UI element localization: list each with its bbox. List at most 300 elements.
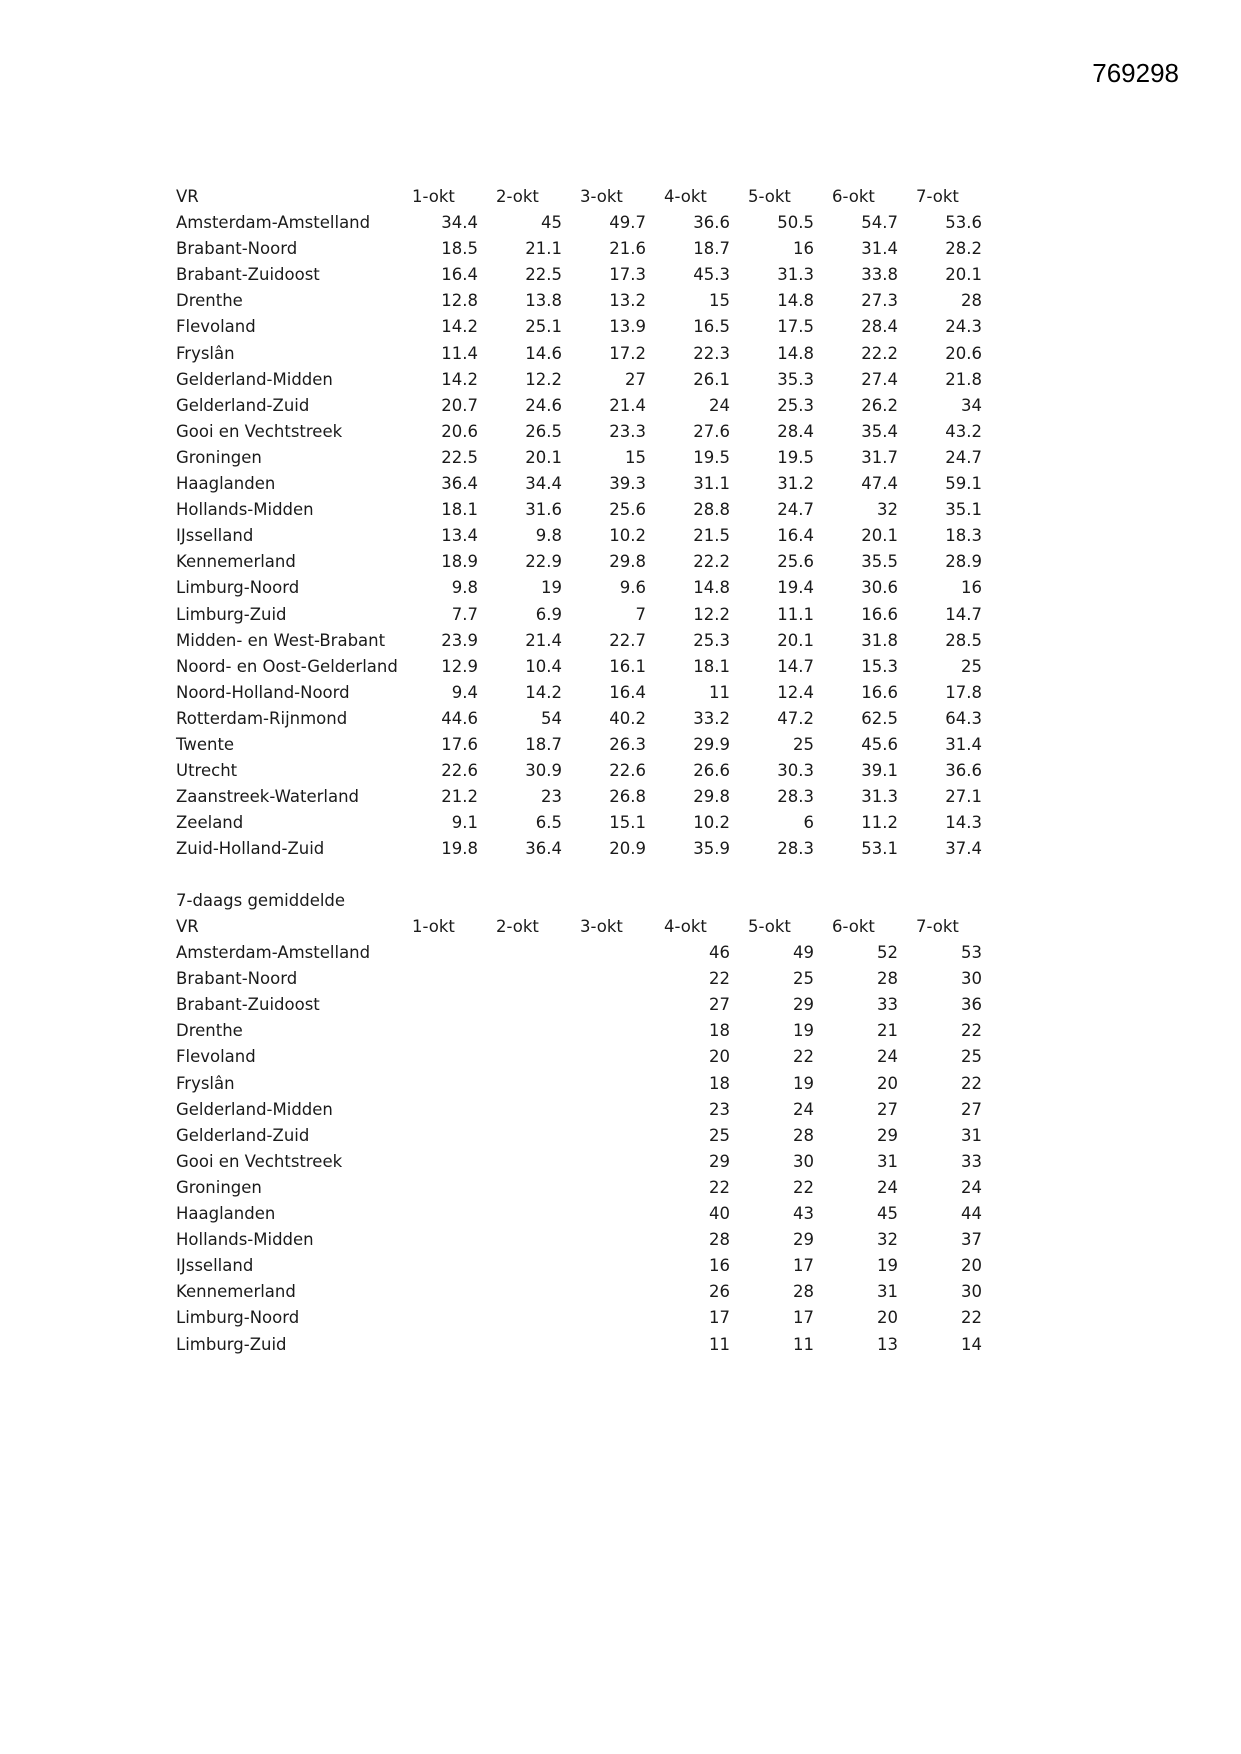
table-cell-value: 26.5 <box>525 421 562 441</box>
column-header-date: 5-okt <box>748 917 791 936</box>
table-cell-value: 31 <box>877 1282 898 1302</box>
table-cell-value: 16.4 <box>609 682 646 702</box>
table-cell-value: 59.1 <box>945 474 982 494</box>
table-cell-value: 20.6 <box>441 421 478 441</box>
table-cell-value: 34.4 <box>441 213 478 233</box>
table-row <box>176 419 1006 445</box>
column-header-date: 1-okt <box>412 917 455 936</box>
table-cell-value: 21 <box>877 1021 898 1041</box>
table-cell-value: 20.7 <box>441 395 478 415</box>
table-cell-value: 6 <box>803 813 814 833</box>
table-cell-value: 21.4 <box>609 395 646 415</box>
table-cell-value: 15.3 <box>861 656 898 676</box>
table-cell-value: 28.4 <box>777 421 814 441</box>
region-name: IJsselland <box>176 526 254 546</box>
table-cell-value: 11.4 <box>441 343 478 363</box>
table-cell-value: 45.6 <box>861 734 898 754</box>
table-cell-value: 16.4 <box>441 265 478 285</box>
table-cell-value: 22 <box>961 1308 982 1328</box>
table-row <box>176 1305 1006 1331</box>
table-cell-value: 16.6 <box>861 604 898 624</box>
table-cell-value: 28 <box>793 1282 814 1302</box>
table-row <box>176 1227 1006 1253</box>
table-cell-value: 50.5 <box>777 213 814 233</box>
table-cell-value: 49.7 <box>609 213 646 233</box>
table-cell-value: 13.8 <box>525 291 562 311</box>
region-name: Zaanstreek-Waterland <box>176 787 360 807</box>
region-name: Groningen <box>176 447 262 467</box>
table-row <box>176 1018 1006 1044</box>
table-cell-value: 16.1 <box>609 656 646 676</box>
table-cell-value: 6.5 <box>535 813 562 833</box>
table-caption: 7-daags gemiddelde <box>176 891 346 910</box>
table-cell-value: 32 <box>877 1230 898 1250</box>
table-cell-value: 28 <box>877 969 898 989</box>
table-cell-value: 14.8 <box>777 291 814 311</box>
table-cell-value: 31.4 <box>945 734 982 754</box>
region-name: Brabant-Noord <box>176 969 298 989</box>
column-header-date: 4-okt <box>664 917 707 936</box>
column-header-date: 6-okt <box>832 187 875 206</box>
table-cell-value: 46 <box>709 943 730 963</box>
table-cell-value: 36.4 <box>525 839 562 859</box>
region-name: Twente <box>176 734 235 754</box>
table-cell-value: 24.7 <box>945 447 982 467</box>
table-cell-value: 14.3 <box>945 813 982 833</box>
table-cell-value: 22.5 <box>441 447 478 467</box>
table-cell-value: 22 <box>961 1073 982 1093</box>
region-name: Amsterdam-Amstelland <box>176 213 371 233</box>
table-cell-value: 22 <box>961 1021 982 1041</box>
table-cell-value: 21.1 <box>525 239 562 259</box>
table-row <box>176 1175 1006 1201</box>
table-cell-value: 15 <box>625 447 646 467</box>
table-header-row <box>176 914 1006 940</box>
table-row <box>176 966 1006 992</box>
column-header-date: 2-okt <box>496 187 539 206</box>
region-name: Haaglanden <box>176 1204 276 1224</box>
table-cell-value: 18.1 <box>441 500 478 520</box>
region-name: Flevoland <box>176 317 256 337</box>
table-cell-value: 18.1 <box>693 656 730 676</box>
table-cell-value: 20.6 <box>945 343 982 363</box>
table-cell-value: 53.6 <box>945 213 982 233</box>
table-cell-value: 13.2 <box>609 291 646 311</box>
table-cell-value: 17 <box>793 1256 814 1276</box>
table-cell-value: 25.6 <box>777 552 814 572</box>
table-cell-value: 23 <box>709 1099 730 1119</box>
table-cell-value: 26.8 <box>609 787 646 807</box>
table-row <box>176 628 1006 654</box>
table-cell-value: 9.8 <box>535 526 562 546</box>
table-row <box>176 836 1006 862</box>
table-cell-value: 33.8 <box>861 265 898 285</box>
table-cell-value: 26.6 <box>693 761 730 781</box>
table-cell-value: 10.2 <box>693 813 730 833</box>
table-cell-value: 11 <box>709 1334 730 1354</box>
table-cell-value: 21.2 <box>441 787 478 807</box>
table-row <box>176 758 1006 784</box>
table-cell-value: 20 <box>709 1047 730 1067</box>
table-row <box>176 1253 1006 1279</box>
table-cell-value: 35.4 <box>861 421 898 441</box>
table-cell-value: 14.8 <box>777 343 814 363</box>
column-header-date: 3-okt <box>580 187 623 206</box>
region-name: Gelderland-Zuid <box>176 395 310 415</box>
table-cell-value: 29 <box>793 995 814 1015</box>
table-row <box>176 393 1006 419</box>
region-name: Utrecht <box>176 761 238 781</box>
table-cell-value: 27.4 <box>861 369 898 389</box>
table-cell-value: 18 <box>709 1021 730 1041</box>
table-cell-value: 34.4 <box>525 474 562 494</box>
table-cell-value: 23.3 <box>609 421 646 441</box>
region-name: Gelderland-Midden <box>176 1099 333 1119</box>
column-header-date: 7-okt <box>916 917 959 936</box>
table-row <box>176 810 1006 836</box>
table-cell-value: 19.8 <box>441 839 478 859</box>
table-cell-value: 19 <box>793 1021 814 1041</box>
table-cell-value: 31.3 <box>861 787 898 807</box>
table-cell-value: 32 <box>877 500 898 520</box>
table-cell-value: 14.7 <box>945 604 982 624</box>
table-cell-value: 19 <box>877 1256 898 1276</box>
table-cell-value: 33 <box>961 1151 982 1171</box>
region-name: Zuid-Holland-Zuid <box>176 839 325 859</box>
table-cell-value: 22 <box>709 969 730 989</box>
table-cell-value: 26.2 <box>861 395 898 415</box>
table-cell-value: 19.5 <box>777 447 814 467</box>
table-cell-value: 7.7 <box>451 604 478 624</box>
region-name: Fryslân <box>176 343 235 363</box>
table-cell-value: 7 <box>635 604 646 624</box>
table-cell-value: 17.2 <box>609 343 646 363</box>
region-name: Brabant-Zuidoost <box>176 995 320 1015</box>
table-cell-value: 14.2 <box>525 682 562 702</box>
table-cell-value: 28.3 <box>777 839 814 859</box>
region-name: Brabant-Noord <box>176 239 298 259</box>
table-cell-value: 22 <box>793 1047 814 1067</box>
table-cell-value: 29 <box>793 1230 814 1250</box>
table-cell-value: 11 <box>793 1334 814 1354</box>
table-cell-value: 25 <box>709 1125 730 1145</box>
table-cell-value: 28 <box>793 1125 814 1145</box>
table-cell-value: 45 <box>877 1204 898 1224</box>
region-name: Kennemerland <box>176 1282 296 1302</box>
table-row <box>176 680 1006 706</box>
table-row <box>176 314 1006 340</box>
table-cell-value: 31.3 <box>777 265 814 285</box>
region-name: Flevoland <box>176 1047 256 1067</box>
table-cell-value: 29 <box>877 1125 898 1145</box>
table-cell-value: 26.1 <box>693 369 730 389</box>
table-cell-value: 12.9 <box>441 656 478 676</box>
table-cell-value: 31.8 <box>861 630 898 650</box>
table-cell-value: 31.6 <box>525 500 562 520</box>
column-header-date: 3-okt <box>580 917 623 936</box>
table-cell-value: 29.8 <box>609 552 646 572</box>
table-row <box>176 367 1006 393</box>
table-cell-value: 36.4 <box>441 474 478 494</box>
table-cell-value: 28.9 <box>945 552 982 572</box>
table-cell-value: 17 <box>793 1308 814 1328</box>
table-cell-value: 26.3 <box>609 734 646 754</box>
table-cell-value: 23.9 <box>441 630 478 650</box>
table-row <box>176 784 1006 810</box>
table-cell-value: 22.7 <box>609 630 646 650</box>
table-cell-value: 14.2 <box>441 369 478 389</box>
table-cell-value: 53.1 <box>861 839 898 859</box>
table-cell-value: 49 <box>793 943 814 963</box>
table-row <box>176 262 1006 288</box>
table-cell-value: 27 <box>709 995 730 1015</box>
table-cell-value: 28 <box>961 291 982 311</box>
table-cell-value: 13 <box>877 1334 898 1354</box>
region-name: Brabant-Zuidoost <box>176 265 320 285</box>
region-name: Fryslân <box>176 1073 235 1093</box>
table-cell-value: 10.4 <box>525 656 562 676</box>
table-cell-value: 16.6 <box>861 682 898 702</box>
table-row <box>176 654 1006 680</box>
table-cell-value: 17.6 <box>441 734 478 754</box>
table-cell-value: 12.2 <box>525 369 562 389</box>
table-cell-value: 52 <box>877 943 898 963</box>
table-cell-value: 45 <box>541 213 562 233</box>
table-row <box>176 236 1006 262</box>
table-cell-value: 40.2 <box>609 708 646 728</box>
table-cell-value: 22.2 <box>693 552 730 572</box>
table-cell-value: 33.2 <box>693 708 730 728</box>
table-cell-value: 22 <box>709 1177 730 1197</box>
table-cell-value: 33 <box>877 995 898 1015</box>
table-cell-value: 27 <box>961 1099 982 1119</box>
table-cell-value: 19 <box>793 1073 814 1093</box>
column-header-date: 7-okt <box>916 187 959 206</box>
table-cell-value: 29.9 <box>693 734 730 754</box>
table-cell-value: 31.2 <box>777 474 814 494</box>
table-cell-value: 31.1 <box>693 474 730 494</box>
table-cell-value: 22 <box>793 1177 814 1197</box>
table-cell-value: 29.8 <box>693 787 730 807</box>
table-cell-value: 27 <box>877 1099 898 1119</box>
table-cell-value: 20.1 <box>777 630 814 650</box>
table-header-row <box>176 184 1006 210</box>
table-cell-value: 17.5 <box>777 317 814 337</box>
table-row <box>176 1279 1006 1305</box>
column-header-vr: VR <box>176 917 199 936</box>
table-cell-value: 36.6 <box>945 761 982 781</box>
table-row <box>176 523 1006 549</box>
table-cell-value: 24 <box>709 395 730 415</box>
table-cell-value: 18.5 <box>441 239 478 259</box>
table-cell-value: 30.6 <box>861 578 898 598</box>
region-name: Hollands-Midden <box>176 500 314 520</box>
table-cell-value: 47.4 <box>861 474 898 494</box>
table-cell-value: 16 <box>793 239 814 259</box>
table-cell-value: 25 <box>793 969 814 989</box>
table-cell-value: 22.9 <box>525 552 562 572</box>
region-name: Rotterdam-Rijnmond <box>176 708 348 728</box>
table-cell-value: 17.8 <box>945 682 982 702</box>
table-cell-value: 6.9 <box>535 604 562 624</box>
table-row <box>176 1044 1006 1070</box>
table-cell-value: 20.1 <box>861 526 898 546</box>
table-row <box>176 1123 1006 1149</box>
table-cell-value: 22.2 <box>861 343 898 363</box>
table-cell-value: 27.1 <box>945 787 982 807</box>
table-row <box>176 732 1006 758</box>
table-row <box>176 602 1006 628</box>
table-cell-value: 9.6 <box>619 578 646 598</box>
region-name: IJsselland <box>176 1256 254 1276</box>
table-cell-value: 25.6 <box>609 500 646 520</box>
table-cell-value: 28 <box>709 1230 730 1250</box>
column-header-date: 5-okt <box>748 187 791 206</box>
table-cell-value: 21.5 <box>693 526 730 546</box>
table-cell-value: 62.5 <box>861 708 898 728</box>
table-cell-value: 30.9 <box>525 761 562 781</box>
table-cell-value: 35.1 <box>945 500 982 520</box>
table-row <box>176 575 1006 601</box>
table-cell-value: 20 <box>877 1308 898 1328</box>
table-cell-value: 34 <box>961 395 982 415</box>
table-cell-value: 20.9 <box>609 839 646 859</box>
region-name: Haaglanden <box>176 474 276 494</box>
table-cell-value: 19.5 <box>693 447 730 467</box>
table-cell-value: 11.1 <box>777 604 814 624</box>
table-cell-value: 22.6 <box>609 761 646 781</box>
table-cell-value: 9.8 <box>451 578 478 598</box>
table-cell-value: 30.3 <box>777 761 814 781</box>
table-cell-value: 45.3 <box>693 265 730 285</box>
table-cell-value: 20 <box>877 1073 898 1093</box>
table-row <box>176 288 1006 314</box>
region-name: Midden- en West-Brabant <box>176 630 386 650</box>
table-cell-value: 14.2 <box>441 317 478 337</box>
table-cell-value: 16.5 <box>693 317 730 337</box>
table-cell-value: 22.5 <box>525 265 562 285</box>
table-row <box>176 445 1006 471</box>
table-cell-value: 43 <box>793 1204 814 1224</box>
table-cell-value: 35.5 <box>861 552 898 572</box>
table-cell-value: 40 <box>709 1204 730 1224</box>
table-row <box>176 992 1006 1018</box>
table-cell-value: 9.1 <box>451 813 478 833</box>
table-cell-value: 25.1 <box>525 317 562 337</box>
table-row <box>176 1332 1006 1358</box>
table-row <box>176 1071 1006 1097</box>
table-cell-value: 21.6 <box>609 239 646 259</box>
table-cell-value: 27.3 <box>861 291 898 311</box>
table-cell-value: 30 <box>961 969 982 989</box>
table-row <box>176 471 1006 497</box>
table-cell-value: 31.7 <box>861 447 898 467</box>
table-cell-value: 39.3 <box>609 474 646 494</box>
table-cell-value: 24 <box>877 1047 898 1067</box>
table-row <box>176 1201 1006 1227</box>
table-cell-value: 35.3 <box>777 369 814 389</box>
table-cell-value: 18.9 <box>441 552 478 572</box>
seven-day-average-table <box>176 888 1006 1358</box>
column-header-date: 2-okt <box>496 917 539 936</box>
table-cell-value: 37.4 <box>945 839 982 859</box>
table-cell-value: 64.3 <box>945 708 982 728</box>
table-cell-value: 25 <box>961 1047 982 1067</box>
region-name: Gooi en Vechtstreek <box>176 421 343 441</box>
table-cell-value: 11.2 <box>861 813 898 833</box>
region-name: Gooi en Vechtstreek <box>176 1151 343 1171</box>
table-cell-value: 31.4 <box>861 239 898 259</box>
table-cell-value: 18.7 <box>693 239 730 259</box>
table-cell-value: 18.3 <box>945 526 982 546</box>
table-cell-value: 11 <box>709 682 730 702</box>
table-cell-value: 54.7 <box>861 213 898 233</box>
table-cell-value: 26 <box>709 1282 730 1302</box>
table-cell-value: 28.2 <box>945 239 982 259</box>
region-name: Noord- en Oost-Gelderland <box>176 656 398 676</box>
table-row <box>176 940 1006 966</box>
column-header-date: 4-okt <box>664 187 707 206</box>
table-cell-value: 24 <box>877 1177 898 1197</box>
table-cell-value: 14.6 <box>525 343 562 363</box>
table-cell-value: 25 <box>793 734 814 754</box>
region-name: Gelderland-Midden <box>176 369 333 389</box>
table-cell-value: 28.4 <box>861 317 898 337</box>
table-row <box>176 706 1006 732</box>
table-cell-value: 16 <box>709 1256 730 1276</box>
table-cell-value: 24.7 <box>777 500 814 520</box>
table-cell-value: 14 <box>961 1334 982 1354</box>
region-name: Limburg-Noord <box>176 578 300 598</box>
table-cell-value: 21.4 <box>525 630 562 650</box>
table-cell-value: 13.9 <box>609 317 646 337</box>
region-name: Amsterdam-Amstelland <box>176 943 371 963</box>
table-cell-value: 17.3 <box>609 265 646 285</box>
table-cell-value: 16 <box>961 578 982 598</box>
table-cell-value: 15 <box>709 291 730 311</box>
table-cell-value: 16.4 <box>777 526 814 546</box>
table-cell-value: 15.1 <box>609 813 646 833</box>
region-name: Drenthe <box>176 1021 243 1041</box>
table-cell-value: 30 <box>961 1282 982 1302</box>
table-cell-value: 27 <box>625 369 646 389</box>
table-cell-value: 31 <box>877 1151 898 1171</box>
table-cell-value: 36.6 <box>693 213 730 233</box>
table-cell-value: 24 <box>961 1177 982 1197</box>
region-name: Zeeland <box>176 813 244 833</box>
table-cell-value: 35.9 <box>693 839 730 859</box>
table-cell-value: 19.4 <box>777 578 814 598</box>
table-cell-value: 24 <box>793 1099 814 1119</box>
document-number: 769298 <box>1092 58 1179 88</box>
table-cell-value: 18 <box>709 1073 730 1093</box>
region-name: Groningen <box>176 1177 262 1197</box>
table-cell-value: 20.1 <box>525 447 562 467</box>
table-cell-value: 44.6 <box>441 708 478 728</box>
table-cell-value: 9.4 <box>451 682 478 702</box>
daily-values-table <box>176 184 1006 862</box>
table-cell-value: 25.3 <box>693 630 730 650</box>
table-cell-value: 12.2 <box>693 604 730 624</box>
table-cell-value: 18.7 <box>525 734 562 754</box>
table-cell-value: 44 <box>961 1204 982 1224</box>
table-row <box>176 549 1006 575</box>
table-cell-value: 21.8 <box>945 369 982 389</box>
region-name: Drenthe <box>176 291 243 311</box>
table-cell-value: 39.1 <box>861 761 898 781</box>
table-cell-value: 28.8 <box>693 500 730 520</box>
table-cell-value: 53 <box>961 943 982 963</box>
